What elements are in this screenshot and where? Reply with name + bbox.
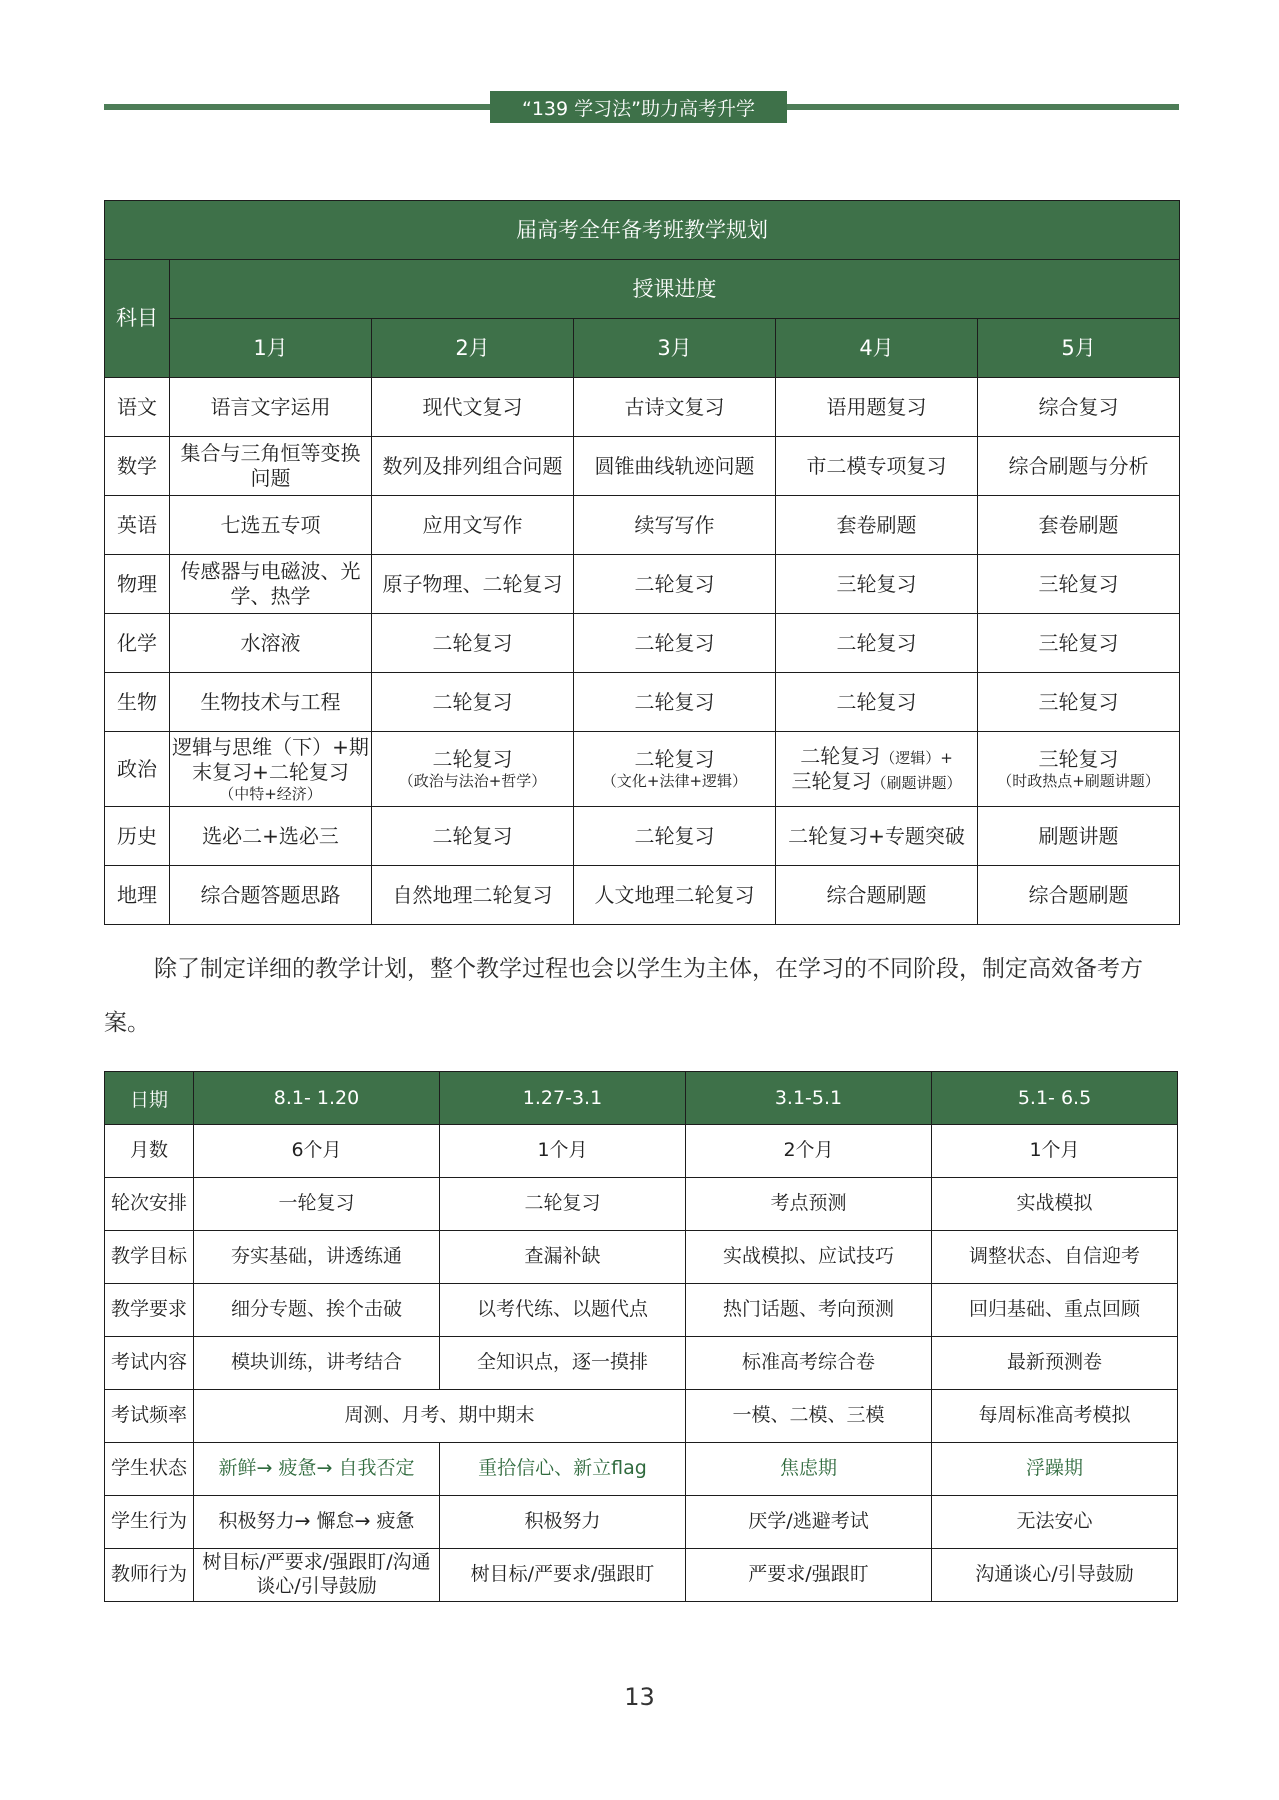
- stage-cell: 标准高考综合卷: [686, 1337, 932, 1390]
- subject-cell: 政治: [105, 732, 170, 807]
- stage-cell: 积极努力: [440, 1496, 686, 1549]
- plan-cell: 综合刷题与分析: [978, 437, 1180, 496]
- table-row: [105, 1496, 1178, 1549]
- month-header: 4月: [776, 319, 978, 378]
- table-row: [105, 1125, 1178, 1178]
- plan-cell: 原子物理、二轮复习: [372, 555, 574, 614]
- plan-cell: 圆锥曲线轨迹问题: [574, 437, 776, 496]
- stage-cell: 回归基础、重点回顾: [932, 1284, 1178, 1337]
- period-header: 5.1- 6.5: [932, 1072, 1178, 1125]
- plan-cell-text: 二轮复习: [800, 744, 881, 768]
- stage-cell: 细分专题、挨个击破: [194, 1284, 440, 1337]
- plan-cell: 三轮复习: [776, 555, 978, 614]
- stage-cell: 一轮复习: [194, 1178, 440, 1231]
- subject-cell: 英语: [105, 496, 170, 555]
- table-row: [105, 1178, 1178, 1231]
- plan-cell: 二轮复习: [574, 614, 776, 673]
- plan-cell: 应用文写作: [372, 496, 574, 555]
- row-label: 考试频率: [105, 1390, 194, 1443]
- plan-cell: 生物技术与工程: [170, 673, 372, 732]
- table-row: [105, 807, 1180, 866]
- subject-cell: 化学: [105, 614, 170, 673]
- stage-cell: 实战模拟、应试技巧: [686, 1231, 932, 1284]
- table-row: [105, 1443, 1178, 1496]
- table-row: [105, 614, 1180, 673]
- table-row: [105, 1390, 1178, 1443]
- row-label: 学生行为: [105, 1496, 194, 1549]
- subject-cell: 语文: [105, 378, 170, 437]
- stage-cell: 考点预测: [686, 1178, 932, 1231]
- plan-cell: 自然地理二轮复习: [372, 866, 574, 925]
- subject-header: 科目: [105, 260, 170, 378]
- stage-cell: 严要求/强跟盯: [686, 1549, 932, 1602]
- plan-cell: 选必二+选必三: [170, 807, 372, 866]
- plan-cell-note: （刷题讲题）: [871, 774, 962, 792]
- stage-cell: 最新预测卷: [932, 1337, 1178, 1390]
- plan-cell-text: 二轮复习: [432, 747, 513, 772]
- table-row: [105, 1231, 1178, 1284]
- plan-cell: 二轮复习: [372, 807, 574, 866]
- plan-cell: 三轮复习: [978, 614, 1180, 673]
- stage-cell: 每周标准高考模拟: [932, 1390, 1178, 1443]
- plan-cell: 语言文字运用: [170, 378, 372, 437]
- stage-cell: 全知识点，逐一摸排: [440, 1337, 686, 1390]
- plan-cell: [372, 732, 574, 807]
- stage-cell: 沟通谈心/引导鼓励: [932, 1549, 1178, 1602]
- plan-cell: [978, 732, 1180, 807]
- row-label: 教学目标: [105, 1231, 194, 1284]
- running-header: “139 学习法”助力高考升学: [490, 91, 787, 123]
- table-row: [105, 378, 1180, 437]
- plan-cell: 水溶液: [170, 614, 372, 673]
- table-row: [105, 555, 1180, 614]
- plan-cell: 刷题讲题: [978, 807, 1180, 866]
- plan-cell: 套卷刷题: [978, 496, 1180, 555]
- plan-cell: 综合复习: [978, 378, 1180, 437]
- row-label: 教学要求: [105, 1284, 194, 1337]
- subject-cell: 地理: [105, 866, 170, 925]
- plan-cell: 三轮复习: [978, 555, 1180, 614]
- stage-cell: 重拾信心、新立flag: [440, 1443, 686, 1496]
- header-rule-right: [787, 104, 1179, 110]
- table-row: [105, 732, 1180, 807]
- period-header: 3.1-5.1: [686, 1072, 932, 1125]
- plan-cell-note: （文化+法律+逻辑）: [601, 772, 748, 791]
- stage-cell: 2个月: [686, 1125, 932, 1178]
- stage-cell: 热门话题、考向预测: [686, 1284, 932, 1337]
- plan-cell: [170, 732, 372, 807]
- plan-cell: 集合与三角恒等变换问题: [170, 437, 372, 496]
- plan-cell: 古诗文复习: [574, 378, 776, 437]
- table-row: [105, 496, 1180, 555]
- plan-cell-text: 三轮复习: [1038, 747, 1119, 772]
- teaching-plan-table: [104, 200, 1180, 925]
- plan-cell: 二轮复习: [574, 807, 776, 866]
- subject-cell: 历史: [105, 807, 170, 866]
- row-label: 教师行为: [105, 1549, 194, 1602]
- stage-cell: 焦虑期: [686, 1443, 932, 1496]
- plan-cell: 套卷刷题: [776, 496, 978, 555]
- stage-cell: 实战模拟: [932, 1178, 1178, 1231]
- plan-cell: 二轮复习: [372, 673, 574, 732]
- stage-cell: 一模、二模、三模: [686, 1390, 932, 1443]
- stage-cell: 厌学/逃避考试: [686, 1496, 932, 1549]
- plan-cell: 综合题答题思路: [170, 866, 372, 925]
- table-row: [105, 1284, 1178, 1337]
- table-row: [105, 673, 1180, 732]
- plan-cell: 数列及排列组合问题: [372, 437, 574, 496]
- plan-cell: 人文地理二轮复习: [574, 866, 776, 925]
- table-row: [105, 437, 1180, 496]
- month-header: 2月: [372, 319, 574, 378]
- subject-cell: 物理: [105, 555, 170, 614]
- stage-cell: 树目标/严要求/强跟盯: [440, 1549, 686, 1602]
- plan-cell: 二轮复习+专题突破: [776, 807, 978, 866]
- stage-cell: 查漏补缺: [440, 1231, 686, 1284]
- date-header: 日期: [105, 1072, 194, 1125]
- stage-cell: 新鲜→ 疲惫→ 自我否定: [194, 1443, 440, 1496]
- plan-cell-note: （中特+经济）: [219, 784, 322, 803]
- month-header: 5月: [978, 319, 1180, 378]
- stage-cell: 无法安心: [932, 1496, 1178, 1549]
- plan-cell: 二轮复习: [574, 555, 776, 614]
- period-header: 1.27-3.1: [440, 1072, 686, 1125]
- stage-cell: 树目标/严要求/强跟盯/沟通谈心/引导鼓励: [194, 1549, 440, 1602]
- stage-cell: 浮躁期: [932, 1443, 1178, 1496]
- plan-cell-note: （政治与法治+哲学）: [398, 772, 547, 791]
- subject-cell: 生物: [105, 673, 170, 732]
- plan-cell: 三轮复习: [978, 673, 1180, 732]
- plan-cell-text: 逻辑与思维（下）+期末复习+二轮复习: [172, 734, 369, 784]
- plan-cell-note: （时政热点+刷题讲题）: [997, 772, 1160, 791]
- plan-cell: 现代文复习: [372, 378, 574, 437]
- plan-cell: 二轮复习: [776, 673, 978, 732]
- table-row: [105, 1337, 1178, 1390]
- body-paragraph: 除了制定详细的教学计划，整个教学过程也会以学生为主体，在学习的不同阶段，制定高效备考方案。: [104, 956, 1143, 1036]
- plan-cell: 语用题复习: [776, 378, 978, 437]
- stage-cell: 调整状态、自信迎考: [932, 1231, 1178, 1284]
- row-label: 学生状态: [105, 1443, 194, 1496]
- row-label: 考试内容: [105, 1337, 194, 1390]
- header-rule-left: [104, 104, 490, 110]
- stage-cell: 周测、月考、期中期末: [194, 1390, 686, 1443]
- row-label: 轮次安排: [105, 1178, 194, 1231]
- stage-cell: 积极努力→ 懈怠→ 疲惫: [194, 1496, 440, 1549]
- stage-cell: 二轮复习: [440, 1178, 686, 1231]
- stage-plan-table: [104, 1071, 1178, 1602]
- table-row: [105, 866, 1180, 925]
- subject-cell: 数学: [105, 437, 170, 496]
- plan-cell: 二轮复习: [574, 673, 776, 732]
- plan-cell: 综合题刷题: [776, 866, 978, 925]
- progress-header: 授课进度: [170, 260, 1180, 319]
- month-header: 1月: [170, 319, 372, 378]
- month-header: 3月: [574, 319, 776, 378]
- stage-cell: 6个月: [194, 1125, 440, 1178]
- plan-cell: 二轮复习: [776, 614, 978, 673]
- stage-cell: 1个月: [440, 1125, 686, 1178]
- plan-title: 届高考全年备考班教学规划: [105, 201, 1180, 260]
- stage-cell: 以考代练、以题代点: [440, 1284, 686, 1337]
- plan-cell: 市二模专项复习: [776, 437, 978, 496]
- stage-cell: 1个月: [932, 1125, 1178, 1178]
- plan-cell: [776, 732, 978, 807]
- plan-cell-text: 二轮复习: [634, 747, 715, 772]
- plan-cell: 续写写作: [574, 496, 776, 555]
- plan-cell: [574, 732, 776, 807]
- row-label: 月数: [105, 1125, 194, 1178]
- page-number: 13: [624, 1683, 655, 1711]
- plan-cell: 七选五专项: [170, 496, 372, 555]
- table-row: [105, 1549, 1178, 1602]
- plan-cell: 传感器与电磁波、光学、热学: [170, 555, 372, 614]
- plan-cell: 二轮复习: [372, 614, 574, 673]
- stage-cell: 夯实基础，讲透练通: [194, 1231, 440, 1284]
- plan-cell-note: （逻辑）+: [880, 749, 953, 767]
- plan-cell-text: 三轮复习: [791, 769, 872, 793]
- plan-cell: 综合题刷题: [978, 866, 1180, 925]
- period-header: 8.1- 1.20: [194, 1072, 440, 1125]
- stage-cell: 模块训练，讲考结合: [194, 1337, 440, 1390]
